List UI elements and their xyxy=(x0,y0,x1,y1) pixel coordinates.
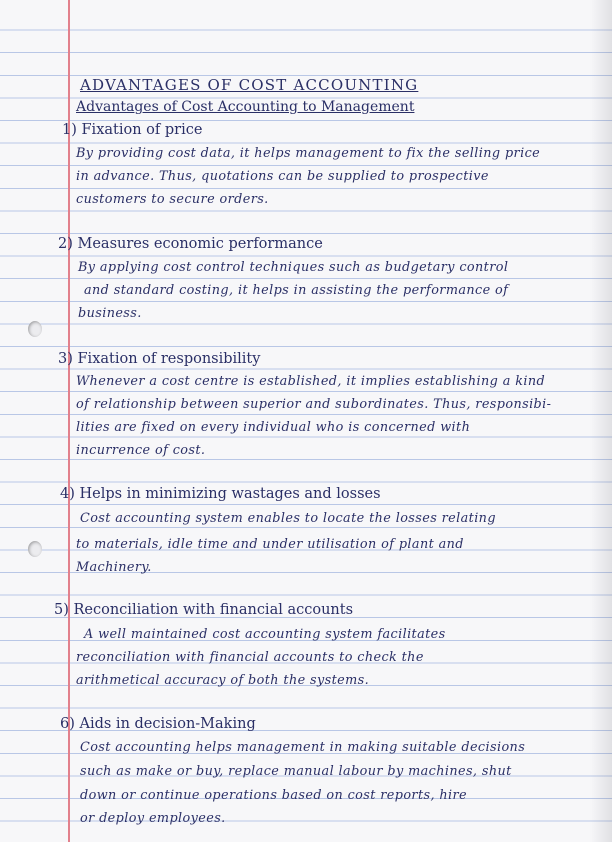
section-line: business. xyxy=(78,306,142,321)
section-line: arithmetical accuracy of both the systems. xyxy=(76,673,370,688)
section-heading: 6) Aids in decision-Making xyxy=(60,716,256,732)
punch-hole-icon xyxy=(28,321,42,337)
section-line: By providing cost data, it helps management to fix the selling price xyxy=(76,146,541,161)
page-subtitle: Advantages of Cost Accounting to Management xyxy=(76,99,415,115)
section-heading: 2) Measures economic performance xyxy=(58,236,323,252)
section-line: customers to secure orders. xyxy=(76,192,269,207)
section-line: of relationship between superior and subordinates. Thus, responsibi- xyxy=(76,397,552,412)
section-heading: 4) Helps in minimizing wastages and losses xyxy=(60,486,381,502)
section-line: By applying cost control techniques such as budgetary control xyxy=(78,260,509,275)
section-line: Machinery. xyxy=(76,560,152,575)
section-line: and standard costing, it helps in assisting the performance of xyxy=(84,283,509,298)
section-line: to materials, idle time and under utilisation of plant and xyxy=(76,537,464,552)
section-line: Whenever a cost centre is established, it implies establishing a kind xyxy=(76,374,546,389)
section-line: in advance. Thus, quotations can be supplied to prospective xyxy=(76,169,489,184)
section-heading: 3) Fixation of responsibility xyxy=(58,351,261,367)
section-line: such as make or buy, replace manual labour by machines, shut xyxy=(80,764,512,779)
section-line: or deploy employees. xyxy=(80,811,226,826)
punch-hole-icon xyxy=(28,541,42,557)
section-line: Cost accounting system enables to locate the losses relating xyxy=(80,511,496,526)
section-heading: 5) Reconciliation with financial accounts xyxy=(54,602,354,618)
section-line: incurrence of cost. xyxy=(76,443,206,458)
section-heading: 1) Fixation of price xyxy=(62,122,203,138)
page-title: ADVANTAGES OF COST ACCOUNTING xyxy=(80,76,419,94)
page-edge-shadow xyxy=(590,0,612,842)
section-line: lities are fixed on every individual who is concerned with xyxy=(76,420,471,435)
section-line: A well maintained cost accounting system facilitates xyxy=(84,627,446,642)
section-line: reconciliation with financial accounts to check the xyxy=(76,650,424,665)
section-line: Cost accounting helps management in making suitable decisions xyxy=(80,740,526,755)
page-top-margin xyxy=(0,0,612,22)
section-line: down or continue operations based on cost reports, hire xyxy=(80,788,468,803)
